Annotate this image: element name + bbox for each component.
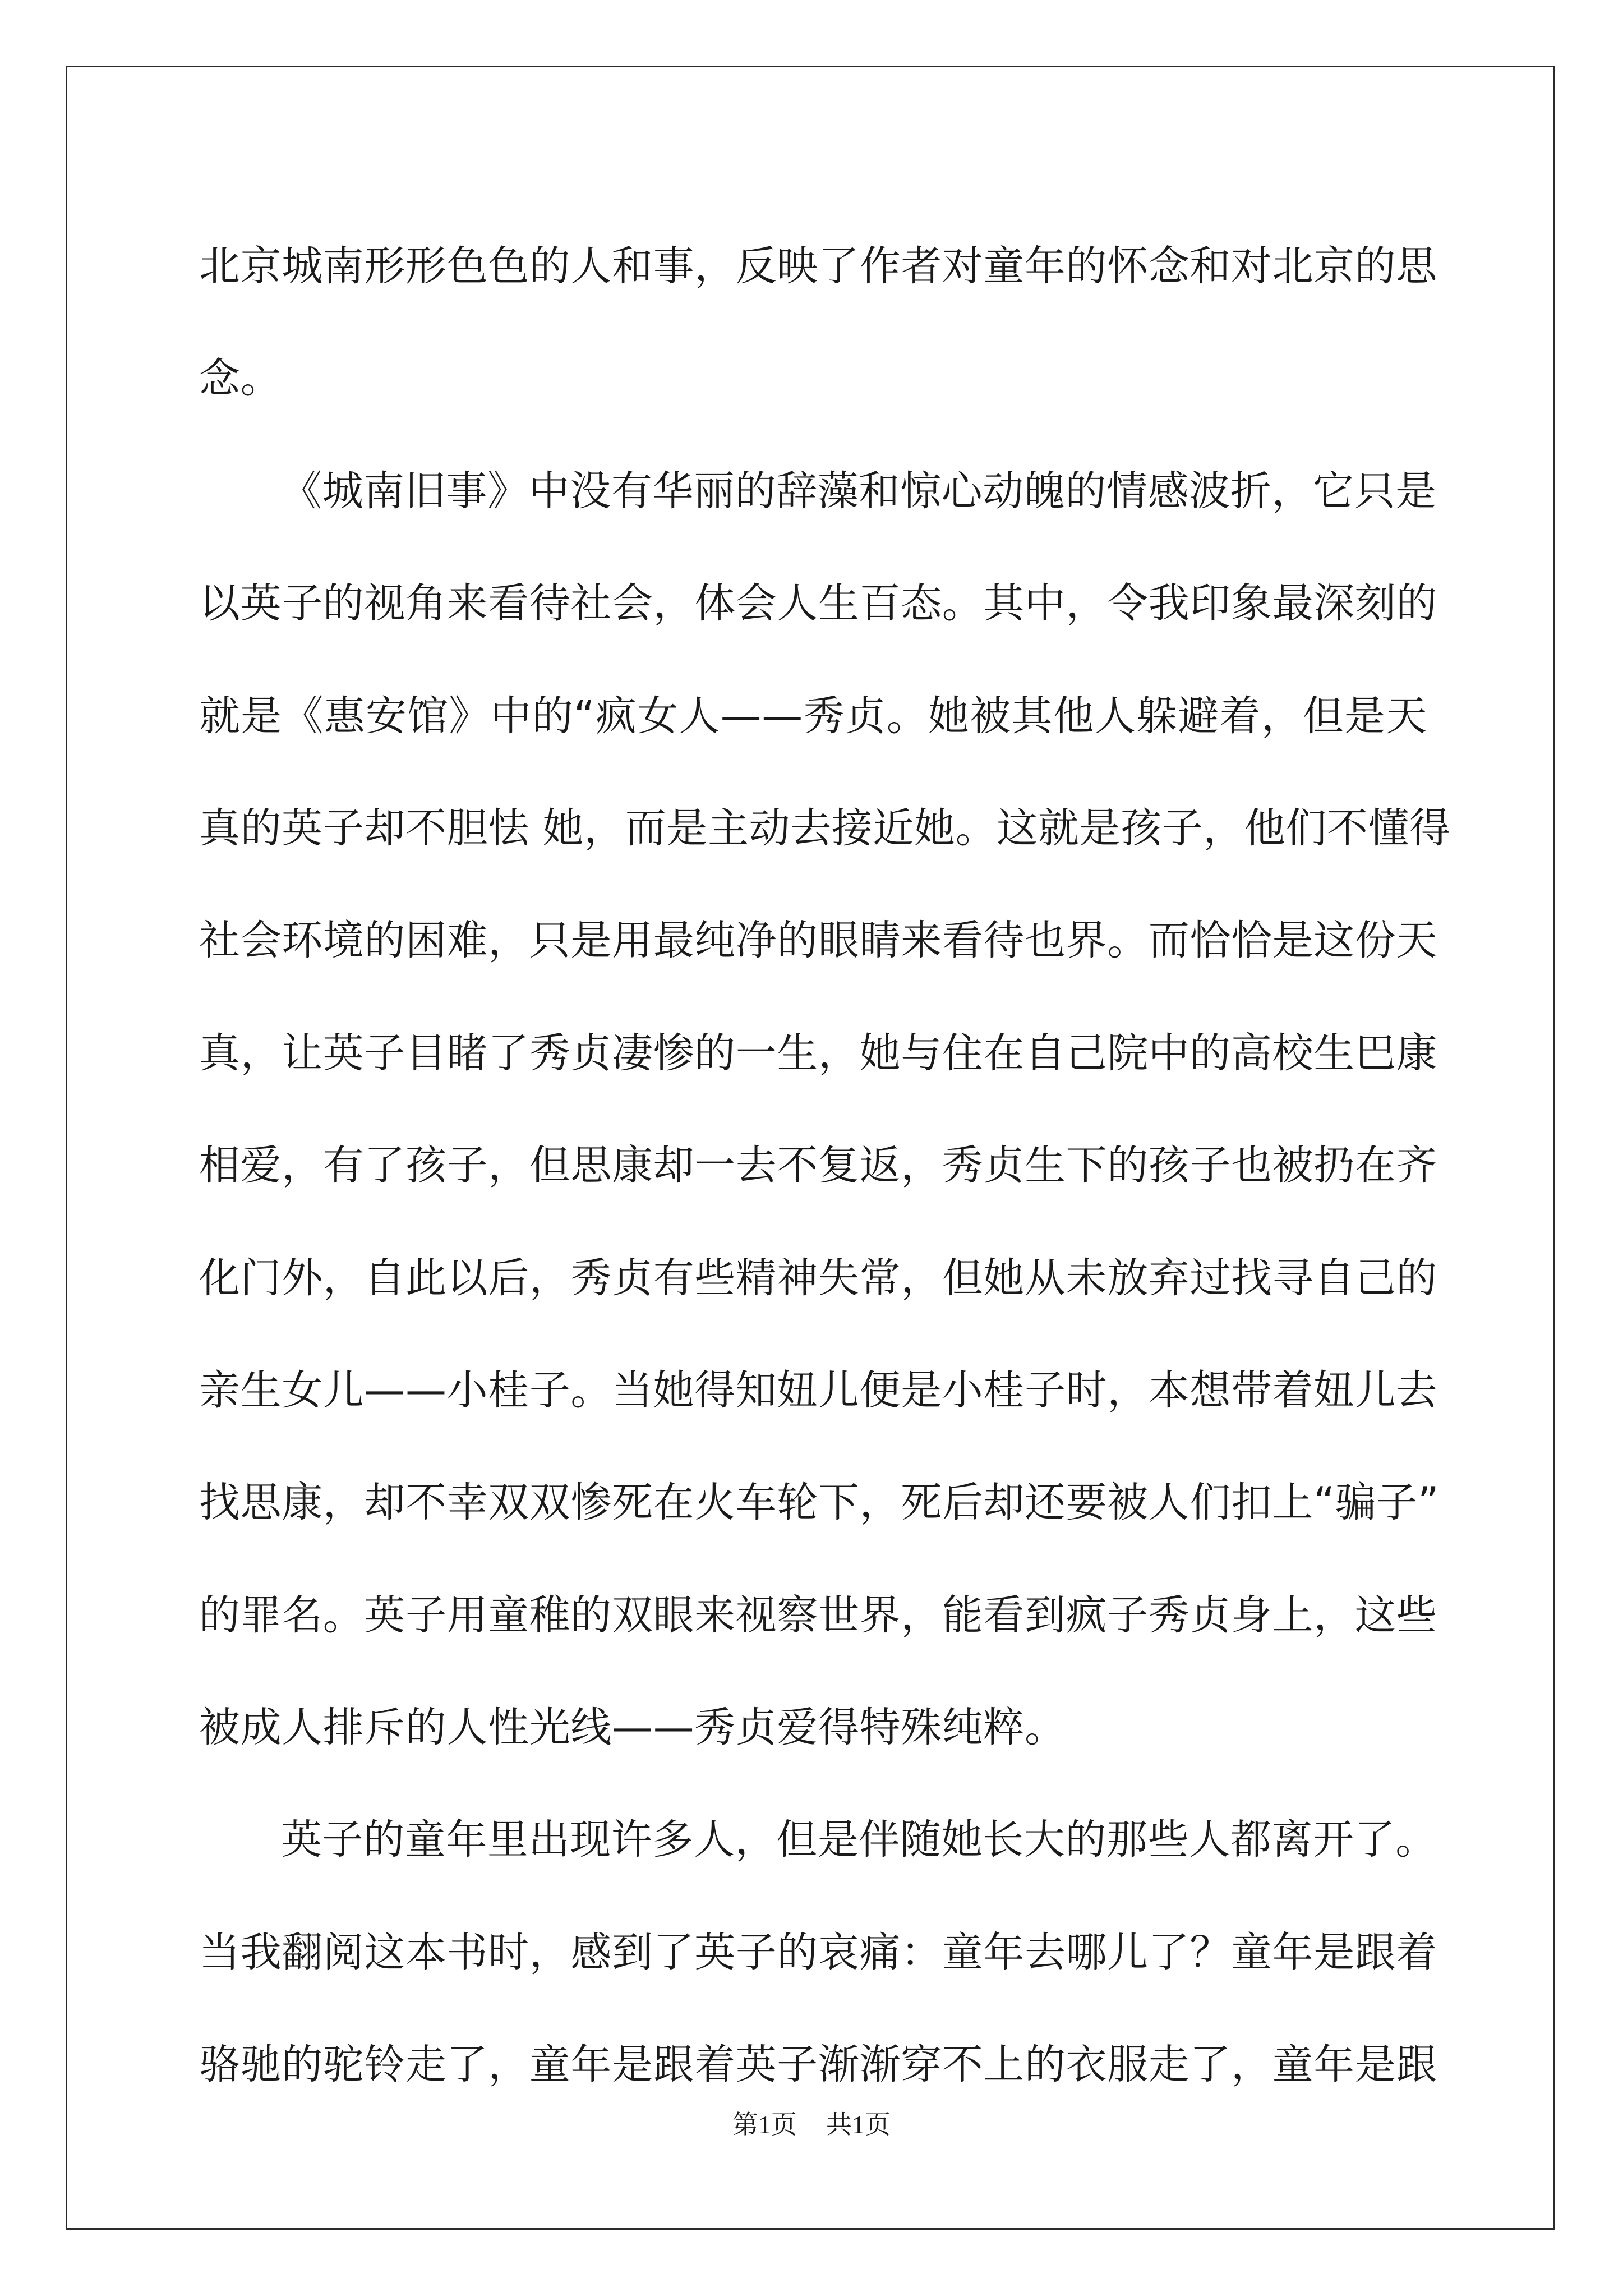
text-line: 化门外，自此以后，秀贞有些精神失常，但她从未放弃过找寻自己的 bbox=[199, 1254, 1437, 1302]
page-number: 第1页 bbox=[732, 2110, 797, 2139]
text-line: 就是《惠安馆》中的“疯女人——秀贞。她被其他人躲避着，但是天 bbox=[199, 692, 1427, 740]
text-line: 社会环境的困难，只是用最纯净的眼睛来看待也界。而恰恰是这份天 bbox=[199, 917, 1437, 965]
text-line: 骆驰的驼铃走了，童年是跟着英子渐渐穿不上的衣服走了，童年是跟 bbox=[199, 2041, 1437, 2089]
text-line: 真，让英子目睹了秀贞凄惨的一生，她与住在自己院中的高校生巴康 bbox=[199, 1029, 1437, 1077]
page-footer bbox=[0, 2108, 1623, 2142]
text-line: 英子的童年里出现许多人，但是伴随她长大的那些人都离开了。 bbox=[281, 1816, 1437, 1864]
text-line: 相爱，有了孩子，但思康却一去不复返，秀贞生下的孩子也被扔在齐 bbox=[199, 1142, 1437, 1190]
document-body bbox=[199, 210, 1451, 2122]
text-line: 找思康，却不幸双双惨死在火车轮下，死后却还要被人们扣上“骗子” bbox=[199, 1479, 1440, 1527]
text-line: 真的英子却不胆怯 她，而是主动去接近她。这就是孩子，他们不懂得 bbox=[199, 804, 1451, 852]
text-line: 的罪名。英子用童稚的双眼来视察世界，能看到疯子秀贞身上，这些 bbox=[199, 1591, 1437, 1639]
text-line: 亲生女儿——小桂子。当她得知妞儿便是小桂子时，本想带着妞儿去 bbox=[199, 1366, 1437, 1414]
text-line: 当我翻阅这本书时，感到了英子的哀痛：童年去哪儿了？童年是跟着 bbox=[199, 1928, 1437, 1976]
text-line: 北京城南形形色色的人和事，反映了作者对童年的怀念和对北京的思 bbox=[199, 242, 1437, 290]
text-line: 《城南旧事》中没有华丽的辞藻和惊心动魄的情感波折，它只是 bbox=[281, 467, 1437, 515]
text-line: 念。 bbox=[199, 355, 282, 403]
text-line: 被成人排斥的人性光线——秀贞爱得特殊纯粹。 bbox=[199, 1704, 1066, 1752]
page-total: 共1页 bbox=[826, 2110, 891, 2139]
text-line: 以英子的视角来看待社会，体会人生百态。其中，令我印象最深刻的 bbox=[199, 579, 1437, 628]
